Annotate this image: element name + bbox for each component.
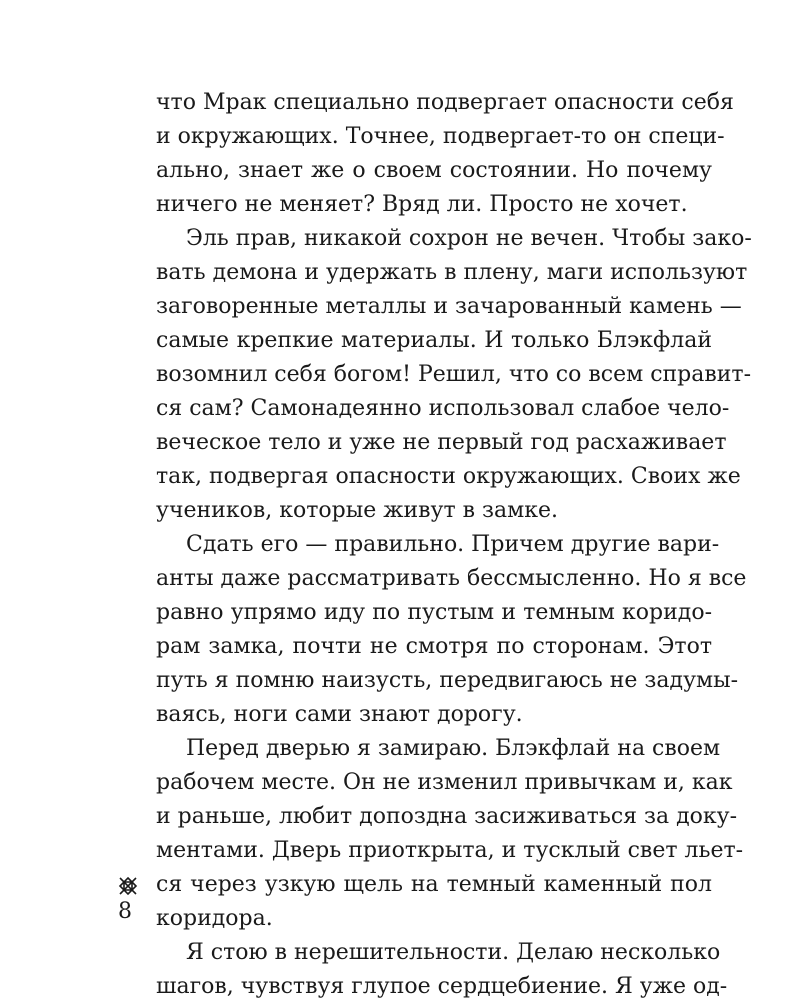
- text-line: Эль прав, никакой сохрон не вечен. Чтобы зако-: [186, 226, 752, 251]
- text-line: ся сам? Самонадеянно использовал слабое чело-: [156, 396, 730, 421]
- text-line: коридора.: [156, 906, 273, 931]
- text-line: рам замка, почти не смотря по сторонам. Этот: [156, 634, 712, 659]
- text-line: рабочем месте. Он не изменил привычкам и, как: [156, 770, 733, 795]
- text-line: веческое тело и уже не первый год расхаживает: [156, 430, 727, 455]
- text-line: шагов, чувствуя глупое сердцебиение. Я уже од-: [156, 974, 728, 999]
- text-line: равно упрямо иду по пустым и темным коридо-: [156, 600, 712, 625]
- celtic-knot-icon: [118, 876, 138, 896]
- text-line: путь я помню наизусть, передвигаюсь не задумы-: [156, 668, 739, 693]
- text-line: анты даже рассматривать бессмысленно. Но я все: [156, 566, 747, 591]
- page-number: 8: [118, 899, 132, 924]
- text-line: Перед дверью я замираю. Блэкфлай на своем: [186, 736, 721, 761]
- text-line: и раньше, любит допоздна засиживаться за доку-: [156, 804, 738, 829]
- text-line: ментами. Дверь приоткрыта, и тусклый свет льет-: [156, 838, 744, 863]
- text-line: ваясь, ноги сами знают дорогу.: [156, 702, 523, 727]
- text-line: вать демона и удержать в плену, маги используют: [156, 260, 748, 285]
- text-line: ально, знает же о своем состоянии. Но почему: [156, 158, 712, 183]
- text-line: самые крепкие материалы. И только Блэкфлай: [156, 328, 712, 353]
- body-text: [156, 86, 752, 1004]
- text-line: так, подвергая опасности окружающих. Своих же: [156, 464, 741, 489]
- text-line: Сдать его — правильно. Причем другие вари-: [186, 532, 720, 557]
- text-line: ся через узкую щель на темный каменный пол: [156, 872, 712, 897]
- text-line: что Мрак специально подвергает опасности себя: [156, 90, 734, 115]
- text-line: возомнил себя богом! Решил, что со всем справит-: [156, 362, 752, 387]
- text-line: учеников, которые живут в замке.: [156, 498, 558, 523]
- text-line: Я стою в нерешительности. Делаю несколько: [186, 940, 721, 965]
- text-line: заговоренные металлы и зачарованный камень —: [156, 294, 742, 319]
- text-line: ничего не меняет? Вряд ли. Просто не хочет.: [156, 192, 688, 217]
- text-line: и окружающих. Точнее, подвергает-то он специ-: [156, 124, 725, 149]
